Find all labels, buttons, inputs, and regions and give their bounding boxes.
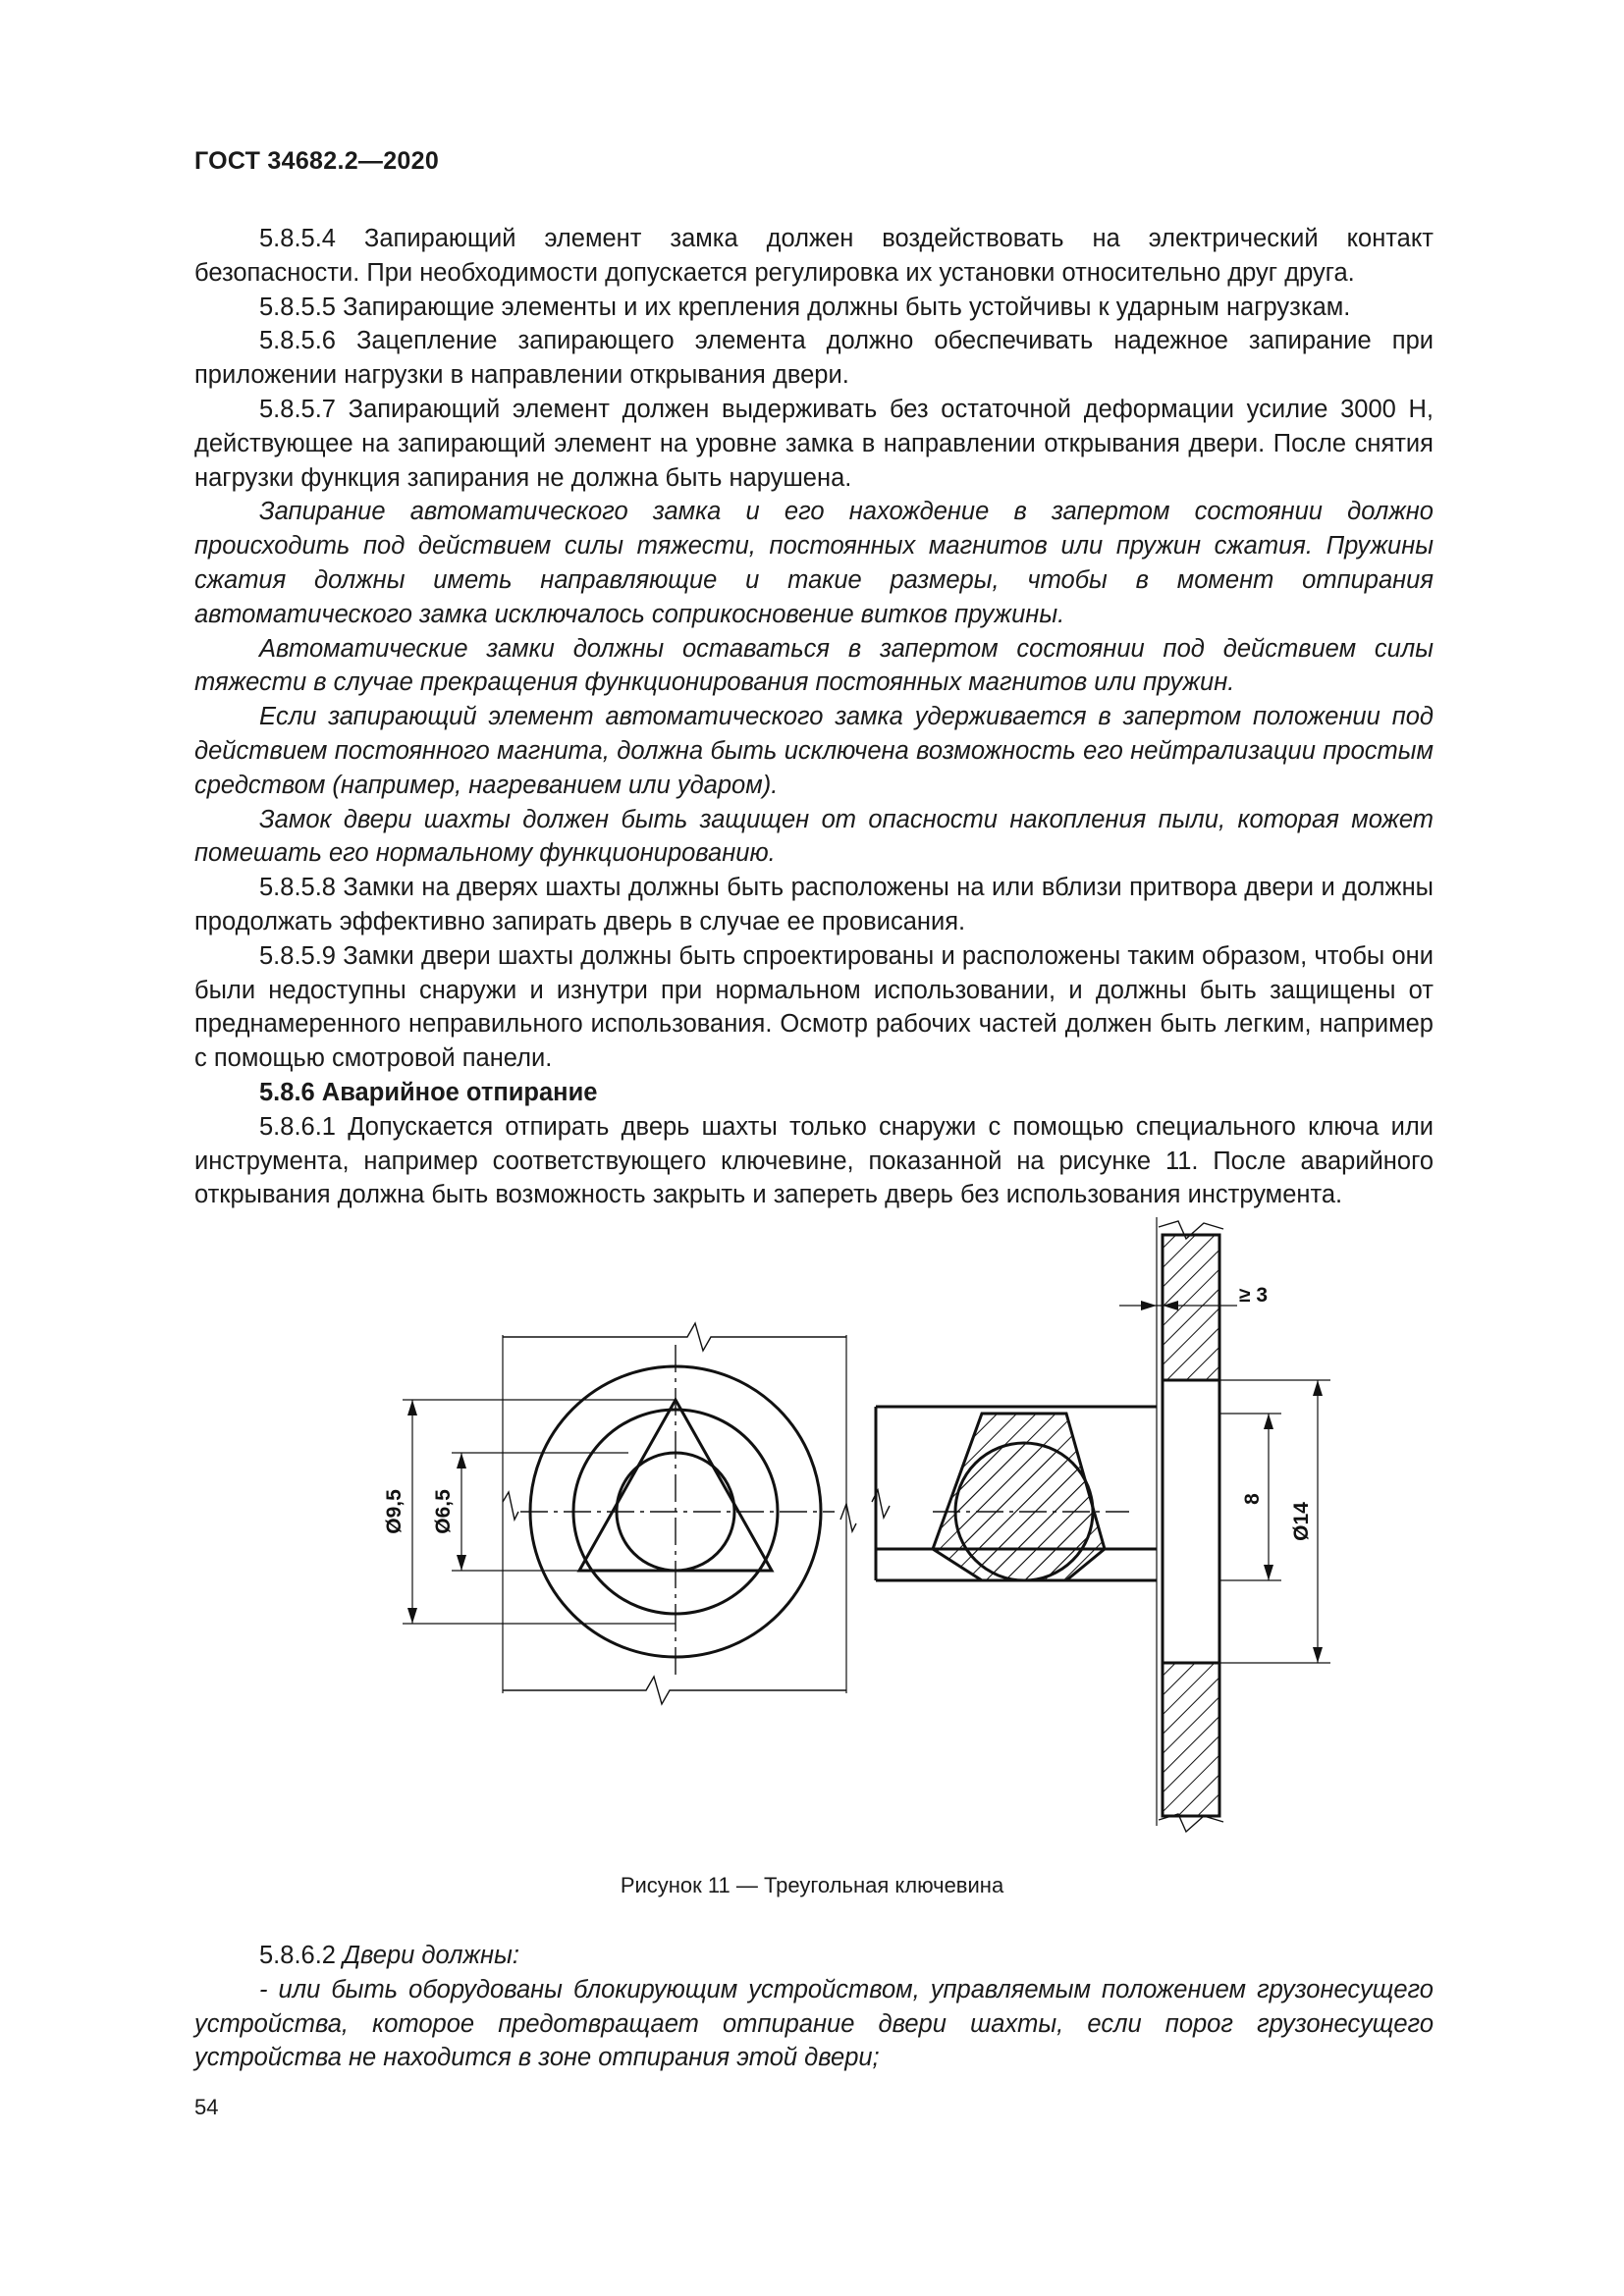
paragraph-5-8-6-1: 5.8.6.1 Допускается отпирать дверь шахты только снаружи с помощью специального ключа или инструмента, например соответствующего ключевине, показанной на рисунке 11. После аварийного открывания должна быть возможность закрыть и запереть дверь без использования инструмента. xyxy=(194,1112,1434,1209)
paragraph-5-8-6-2-text: Двери должны: xyxy=(343,1942,519,1969)
paragraph-5-8-5-4: 5.8.5.4 Запирающий элемент замка должен воздействовать на электрический контакт безопасности. При необходимости допускается регулировка их установки относительно друг друга. xyxy=(194,225,1434,287)
dim-hole-diameter: Ø14 xyxy=(1290,1502,1313,1541)
paragraph-5-8-5-9: 5.8.5.9 Замки двери шахты должны быть спроектированы и расположены таким образом, чтобы они были недоступны снаружи и изнутри при нормальном использовании, и должны быть защищены от преднамеренного неправильного использования. Осмотр рабочих частей должен быть легким, например с помощью смотровой панели. xyxy=(194,941,1434,1073)
paragraph-5-8-5-8: 5.8.5.8 Замки на дверях шахты должны быть расположены на или вблизи притвора двери и должны продолжать эффективно запирать дверь в случае ее провисания. xyxy=(194,874,1434,935)
standard-header: ГОСТ 34682.2—2020 xyxy=(194,147,440,175)
paragraph-auto-lock-gravity: Автоматические замки должны оставаться в запертом состоянии под действием силы тяжести в случае прекращения функционирования постоянных магнитов или пружин. xyxy=(194,634,1434,697)
paragraph-5-8-6-2-number: 5.8.6.2 xyxy=(259,1942,344,1969)
dim-inner-diameter: Ø6,5 xyxy=(432,1489,455,1534)
paragraph-5-8-5-7: 5.8.5.7 Запирающий элемент должен выдерживать без остаточной деформации усилие 3000 Н, действующее на запирающий элемент на уровне замка в направлении открывания двери. После снятия нагрузки функция запирания не должна быть нарушена. xyxy=(194,395,1434,492)
section-heading-5-8-6: 5.8.6 Аварийное отпирание xyxy=(259,1078,598,1106)
paragraph-list-item: - или быть оборудованы блокирующим устройством, управляемым положением грузонесущего устройства, которое предотвращает отпирание двери шахты, если порог грузонесущего устройства не находится в зоне отпирания этой двери; xyxy=(194,1975,1434,2072)
paragraph-dust: Замок двери шахты должен быть защищен от опасности накопления пыли, которая может помешать его нормальному функционированию. xyxy=(194,805,1434,868)
paragraph-5-8-6-2 xyxy=(194,1939,1434,1973)
page-number: 54 xyxy=(194,2095,219,2119)
figure-triangular-keyhole xyxy=(373,1205,1313,1840)
dim-depth: 8 xyxy=(1241,1493,1264,1505)
section-view xyxy=(872,1217,1330,1832)
paragraph-5-8-5-5: 5.8.5.5 Запирающие элементы и их крепления должны быть устойчивы к ударным нагрузкам. xyxy=(259,293,1351,321)
paragraph-magnet: Если запирающий элемент автоматического замка удерживается в запертом положении под действием постоянного магнита, должна быть исключена возможность его нейтрализации простым средством (например, нагреванием или ударом). xyxy=(194,703,1434,799)
figure-caption: Рисунок 11 — Треугольная ключевина xyxy=(620,1873,1004,1897)
body-text-continued xyxy=(194,1939,1434,2075)
paragraph-auto-lock: Запирание автоматического замка и его нахождение в запертом состоянии должно происходить под действием силы тяжести, постоянных магнитов или пружин сжатия. Пружины сжатия должны иметь направляющие и такие размеры, чтобы в момент отпирания автоматического замка исключалось соприкосновение витков пружины. xyxy=(194,498,1434,628)
dim-min-thickness: ≥ 3 xyxy=(1239,1284,1269,1307)
dim-outer-diameter: Ø9,5 xyxy=(383,1489,406,1534)
body-text xyxy=(194,222,1434,1212)
front-view xyxy=(403,1323,856,1704)
paragraph-5-8-5-6: 5.8.5.6 Зацепление запирающего элемента должно обеспечивать надежное запирание при приложении нагрузки в направлении открывания двери. xyxy=(194,327,1434,390)
